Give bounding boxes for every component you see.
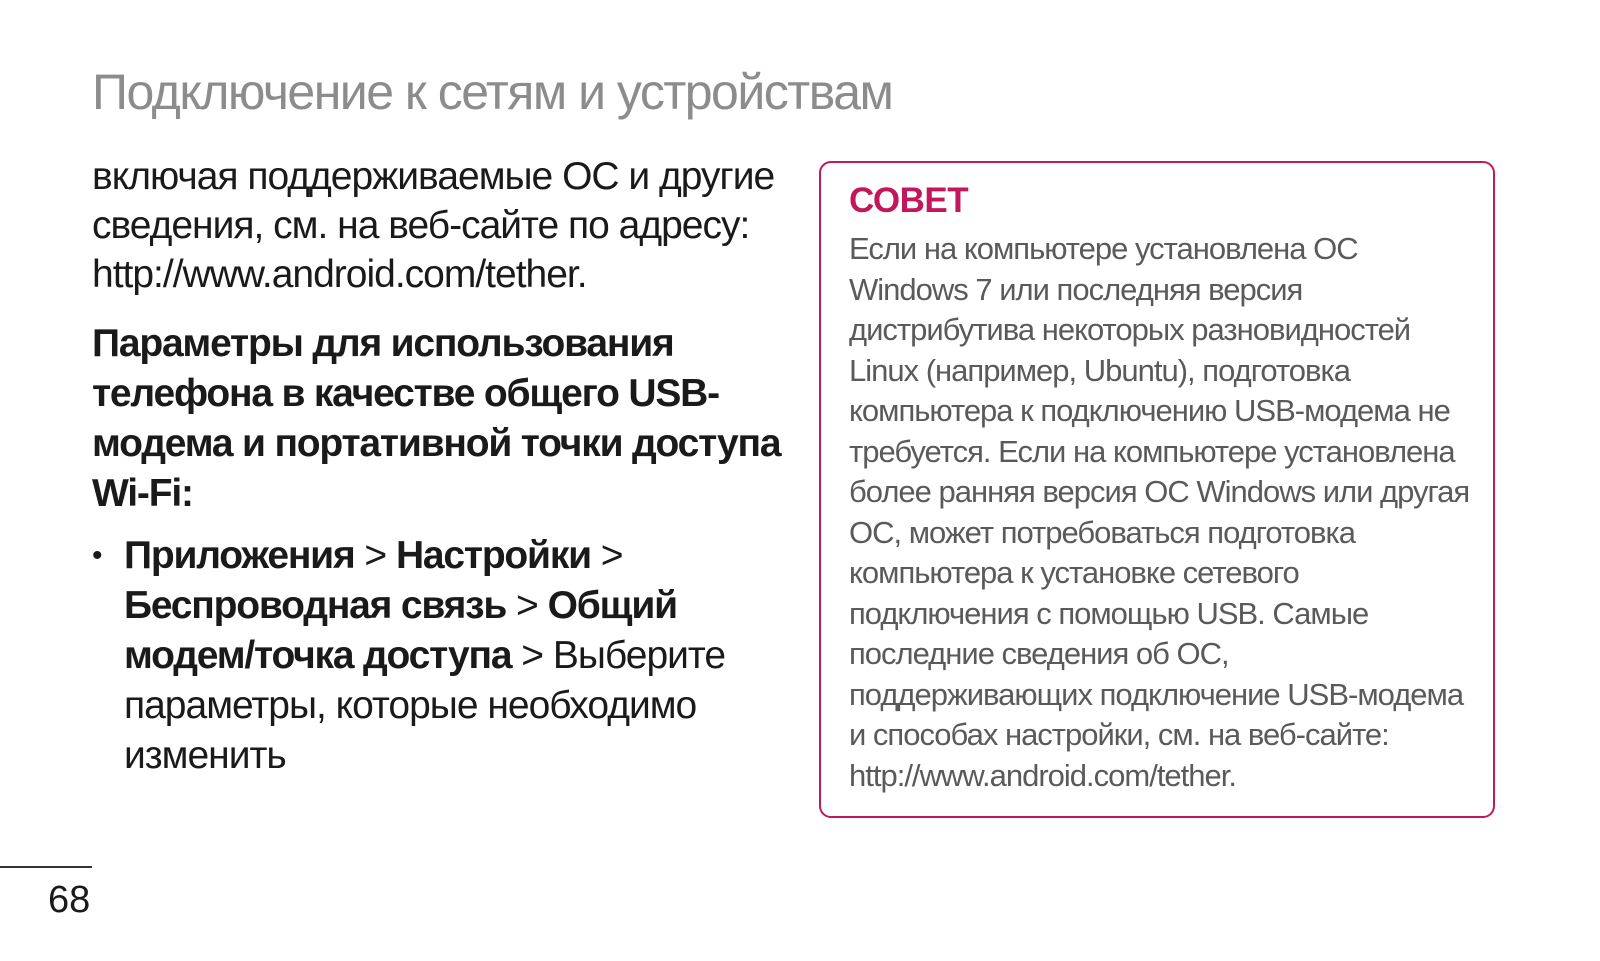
list-item (92, 531, 792, 781)
path-separator: > (511, 634, 553, 677)
bullet-marker: • (92, 539, 102, 572)
menu-path-wireless: Беспроводная связь (124, 584, 507, 627)
menu-path-tethering: Общий модем/точка доступа (124, 584, 677, 677)
page-number: 68 (48, 879, 91, 921)
tip-text: Если на компьютере установлена ОС Windows 7 или последняя версия дистрибутива некоторых разновидностей Linux (например, Ubuntu), подготовка компьютера к подключению USB-модема не требуется. Если на компьютере установлена более ранняя версия ОС Windows или другая ОС, может потребоваться подготовка компьютера к установке сетевого подключения с помощью USB. Самые последние сведения об ОС, поддерживающих подключение USB-модема и способах настройки, см. на веб-сайте: http://www.android.com/tether. (849, 231, 1470, 793)
instruction-text: Выберите параметры, которые необходимо изменить (124, 634, 726, 777)
footer-divider (0, 866, 92, 868)
path-separator: > (354, 534, 396, 577)
tip-heading: СОВЕТ (849, 181, 969, 220)
menu-path-settings: Настройки (395, 534, 591, 577)
path-separator: > (506, 584, 548, 627)
intro-paragraph: включая поддерживаемые ОС и другие сведения, см. на веб-сайте по адресу: http://www.android.com/tether. (92, 155, 775, 296)
menu-path-apps: Приложения (124, 534, 355, 577)
main-column (92, 152, 792, 781)
instruction-list (92, 531, 792, 781)
tip-box (819, 161, 1495, 818)
path-separator: > (590, 534, 623, 577)
page-title: Подключение к сетям и устройствам (92, 64, 893, 120)
section-heading: Параметры для использования телефона в качестве общего USB-модема и портативной точки доступа Wi-Fi: (92, 322, 781, 515)
